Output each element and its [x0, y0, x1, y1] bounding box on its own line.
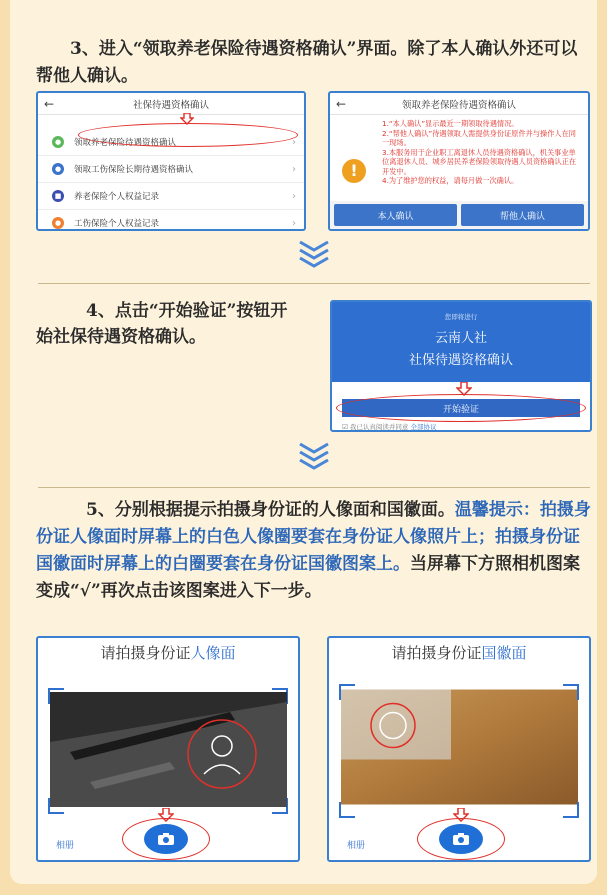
menu-item-injury-long[interactable] — [38, 156, 304, 183]
agreement-row[interactable] — [342, 422, 436, 431]
record-icon: ■ — [52, 190, 64, 202]
notice-item: 3.本服务用于企业职工离退休人员待遇资格确认，机关事业单位离退休人员、城乡居民养老保险领取待遇人员资格确认正在开发中。 — [382, 147, 577, 176]
chevron-right-icon: › — [292, 163, 296, 175]
step5-tip: 温馨提示：拍摄身份证人像面时屏幕上的白色人像圈要套在身份证人像照片上；拍摄身份证国徽面时屏幕上的白圈要套在身份证国徽图案上。 — [36, 500, 591, 574]
chevron-right-icon: › — [292, 217, 296, 229]
divider — [38, 283, 590, 284]
menu-item-label: 领取工伤保险长期待遇资格确认 — [74, 165, 194, 175]
instruction-card — [10, 0, 597, 884]
album-button[interactable]: 相册 — [347, 841, 366, 851]
nav-bar — [330, 93, 588, 115]
menu-item-label: 领取养老保险待遇资格确认 — [74, 138, 177, 148]
nav-title: 社保待遇资格确认 — [132, 99, 209, 111]
menu-item-label: 工伤保险个人权益记录 — [74, 219, 160, 229]
frame-corner — [339, 802, 355, 818]
camera-preview — [50, 692, 287, 807]
header-line1: 云南人社 — [434, 331, 487, 346]
other-confirm-button[interactable]: 帮他人确认 — [461, 204, 584, 226]
screen-qualification-menu — [36, 91, 306, 231]
back-arrow-icon[interactable]: ← — [335, 96, 347, 111]
camera-title-prefix: 请拍摄身份证 — [391, 644, 482, 662]
injury-record-icon: ● — [52, 217, 64, 229]
camera-title-prefix: 请拍摄身份证 — [100, 644, 191, 662]
album-button[interactable]: 相册 — [56, 841, 75, 851]
chevron-right-icon: › — [292, 136, 296, 148]
injury-icon: ● — [52, 163, 64, 175]
header-small: 您即将进行 — [444, 313, 478, 321]
notice-item: 1.“本人确认”显示最近一期领取待遇情况。 — [382, 119, 519, 128]
nav-title: 领取养老保险待遇资格确认 — [401, 99, 516, 111]
start-verify-button[interactable]: 开始验证 — [342, 399, 580, 417]
confirm-button-bar — [330, 201, 588, 229]
camera-portrait-screen — [36, 636, 300, 862]
notice-item: 2.“帮他人确认”待遇领取人需提供身份证原件并与操作人在同一现场。 — [382, 128, 576, 147]
highlight-oval — [78, 123, 298, 147]
nav-bar — [38, 93, 304, 115]
camera-title — [329, 642, 589, 663]
menu-item-injury-record[interactable] — [38, 210, 304, 231]
warning-icon: ! — [342, 159, 366, 183]
menu-item-label: 养老保险个人权益记录 — [74, 192, 160, 202]
checkbox-icon[interactable]: ☑ — [342, 423, 350, 431]
back-arrow-icon[interactable]: ← — [43, 96, 55, 111]
step5-tail: 当屏幕下方照相机图案变成“√”再次点击该图案进入下一步。 — [36, 554, 580, 601]
step3-text: 3、进入“领取养老保险待遇资格确认”界面。除了本人确认外还可以帮他人确认。 — [36, 39, 578, 86]
frame-corner — [563, 802, 579, 818]
header-line2: 社保待遇资格确认 — [408, 353, 513, 368]
chevron-right-icon: › — [292, 190, 296, 202]
agreement-text: 我已认真阅读并同意 — [349, 423, 409, 431]
menu-item-pension-record[interactable] — [38, 183, 304, 210]
down-arrow-icon — [180, 113, 194, 125]
notice-item: 4.为了维护您的权益，请每月做一次确认。 — [382, 176, 519, 185]
frame-corner — [339, 684, 355, 700]
self-confirm-button[interactable]: 本人确认 — [334, 204, 457, 226]
step5-lead: 5、分别根据提示拍摄身份证的人像面和国徽面。 — [86, 500, 455, 520]
camera-emblem-screen — [327, 636, 591, 862]
camera-title — [38, 642, 298, 663]
divider — [38, 487, 590, 488]
camera-title-highlight: 国徽面 — [481, 644, 527, 662]
highlight-oval — [417, 818, 505, 860]
notice-list — [330, 115, 588, 186]
agreement-link[interactable]: 全部协议 — [410, 423, 437, 431]
verify-header — [332, 302, 590, 382]
highlight-oval — [122, 818, 210, 860]
frame-corner — [563, 684, 579, 700]
screen-pension-confirm — [328, 91, 590, 231]
highlight-oval — [336, 394, 586, 422]
chevrons-down-icon — [296, 238, 332, 268]
chevrons-down-icon — [296, 440, 332, 470]
camera-title-highlight: 人像面 — [190, 644, 236, 662]
camera-preview — [341, 678, 578, 816]
screen-start-verify — [330, 300, 592, 432]
pension-icon: ● — [52, 136, 64, 148]
step5-text — [36, 497, 592, 605]
step4-text: 4、点击“开始验证”按钮开始社保待遇资格确认。 — [36, 301, 288, 347]
